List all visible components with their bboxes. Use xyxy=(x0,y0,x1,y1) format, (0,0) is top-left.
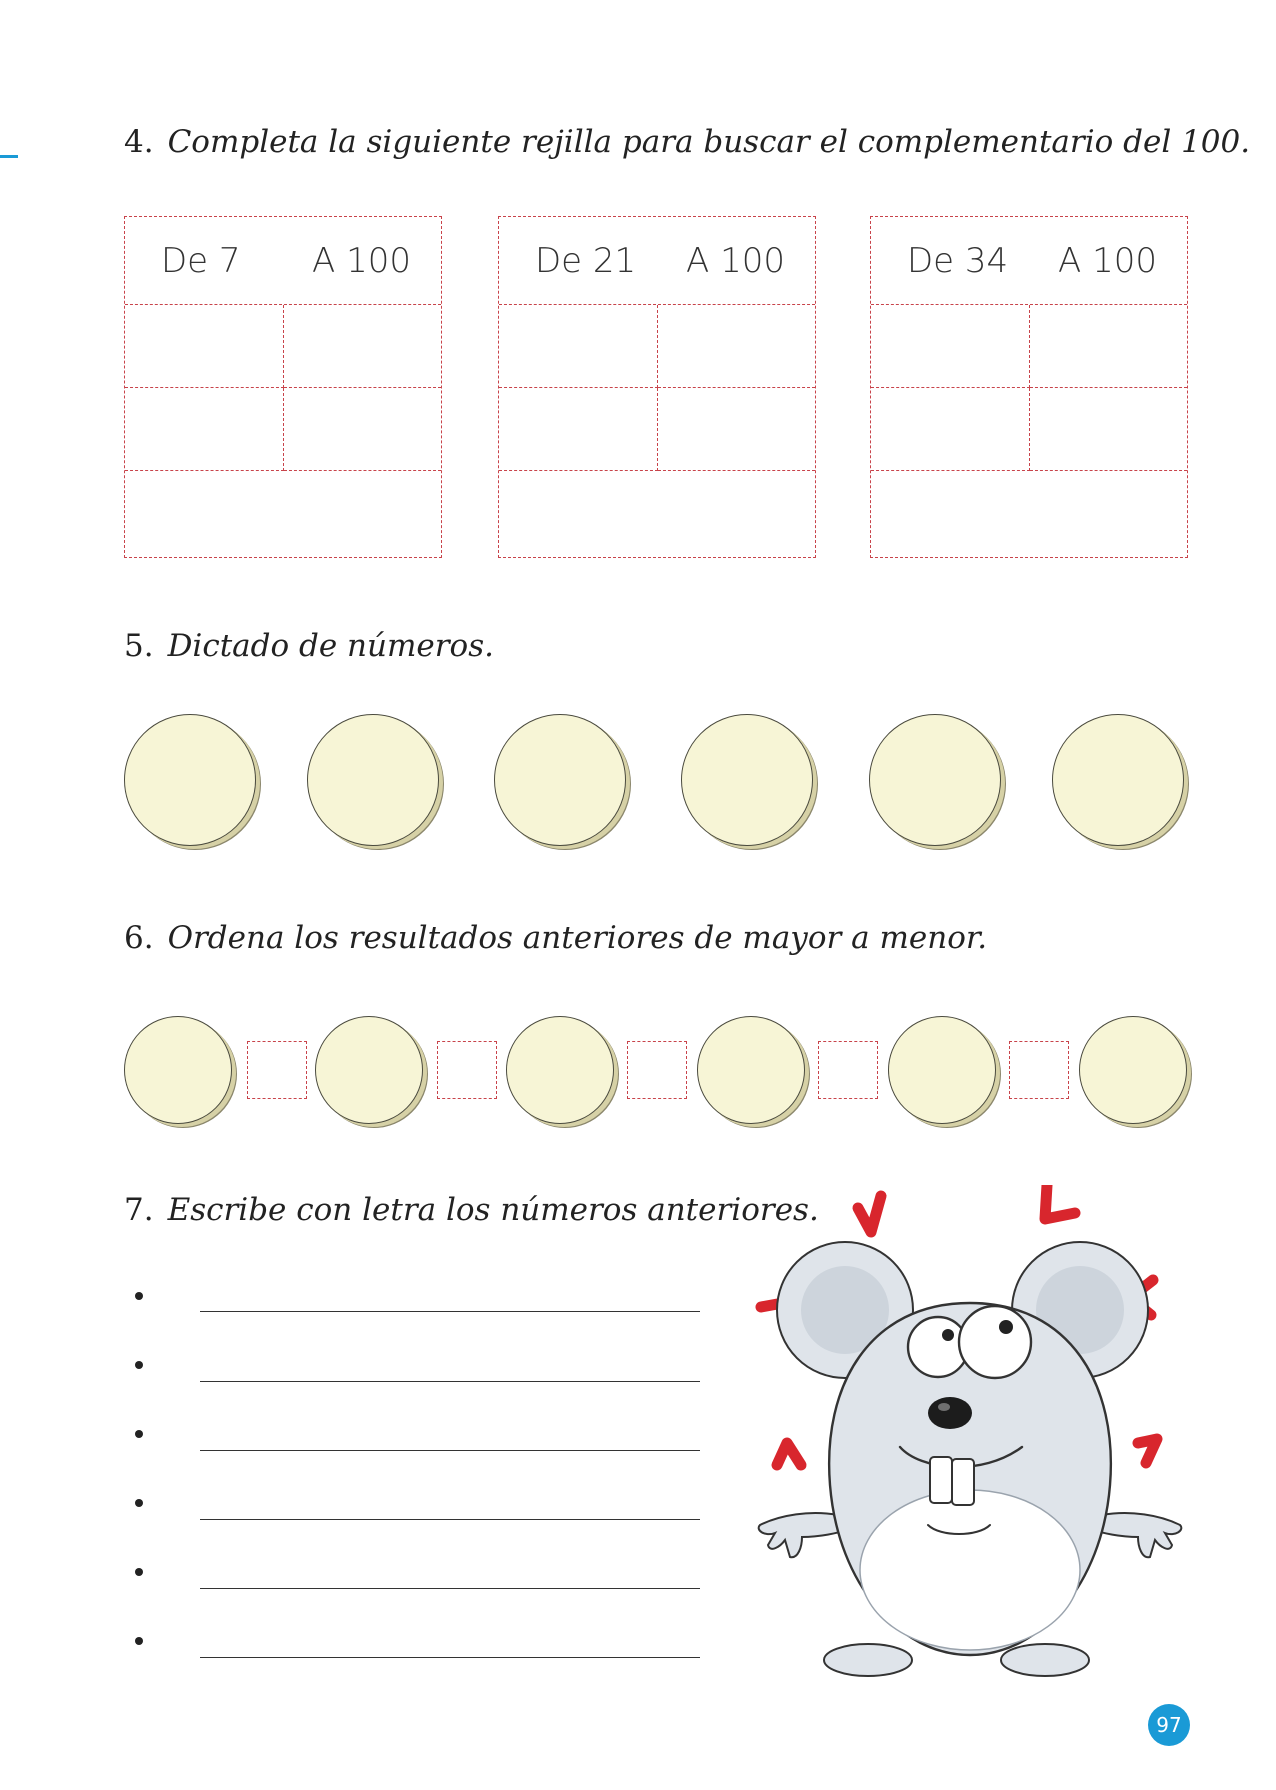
right-tooth xyxy=(952,1459,974,1505)
grid-header xyxy=(499,217,815,305)
exercise-7-title xyxy=(124,1192,819,1228)
mouse-illustration xyxy=(750,1185,1190,1685)
bullet-dot xyxy=(135,1637,143,1645)
grid-cell[interactable] xyxy=(871,388,1030,471)
dictation-circle[interactable] xyxy=(124,714,256,846)
grid-cell[interactable] xyxy=(125,388,284,471)
exercise-6-text: Ordena los resultados anteriores de mayor a menor. xyxy=(167,920,988,956)
grid-cell[interactable] xyxy=(125,305,284,388)
writing-line[interactable] xyxy=(200,1657,700,1658)
grid-cell[interactable] xyxy=(658,305,815,388)
grid-header xyxy=(125,217,441,305)
dictation-circle[interactable] xyxy=(1052,714,1184,846)
right-foot xyxy=(1001,1644,1089,1676)
grid-from-label: De 34 xyxy=(907,241,1009,281)
exercise-7-number: 7. xyxy=(124,1192,154,1228)
grid-from-label: De 21 xyxy=(535,241,637,281)
mouse-belly xyxy=(860,1490,1080,1650)
grid-cell[interactable] xyxy=(499,305,658,388)
grid-header xyxy=(871,217,1187,305)
grid-cell[interactable] xyxy=(871,305,1030,388)
right-arm xyxy=(1094,1513,1181,1557)
exercise-5-title xyxy=(124,628,494,664)
left-foot xyxy=(824,1644,912,1676)
complement-grid-3 xyxy=(870,216,1188,558)
comparison-box[interactable] xyxy=(247,1041,307,1099)
order-circle[interactable] xyxy=(888,1016,996,1124)
comparison-box[interactable] xyxy=(627,1041,687,1099)
grid-cell[interactable] xyxy=(284,305,441,388)
dictation-circle[interactable] xyxy=(869,714,1001,846)
writing-line[interactable] xyxy=(200,1450,700,1451)
writing-line[interactable] xyxy=(200,1381,700,1382)
dictation-circle[interactable] xyxy=(307,714,439,846)
bullet-dot xyxy=(135,1568,143,1576)
grid-from-label: De 7 xyxy=(161,241,241,281)
exercise-5-text: Dictado de números. xyxy=(167,628,494,664)
order-circle[interactable] xyxy=(697,1016,805,1124)
left-arm xyxy=(759,1513,846,1557)
comparison-box[interactable] xyxy=(1009,1041,1069,1099)
right-eye xyxy=(959,1306,1031,1378)
exercise-6-number: 6. xyxy=(124,920,154,956)
left-tooth xyxy=(930,1457,952,1503)
left-pupil xyxy=(942,1329,954,1341)
bullet-dot xyxy=(135,1430,143,1438)
grid-cell[interactable] xyxy=(499,388,658,471)
right-pupil xyxy=(999,1320,1013,1334)
exercise-6-title xyxy=(124,920,987,956)
mouse-nose xyxy=(928,1397,972,1429)
comparison-box[interactable] xyxy=(437,1041,497,1099)
grid-cell[interactable] xyxy=(284,388,441,471)
writing-line[interactable] xyxy=(200,1519,700,1520)
grid-to-label: A 100 xyxy=(312,241,411,281)
grid-cell[interactable] xyxy=(1030,305,1187,388)
order-circle[interactable] xyxy=(124,1016,232,1124)
comparison-box[interactable] xyxy=(818,1041,878,1099)
grid-to-label: A 100 xyxy=(686,241,785,281)
bullet-dot xyxy=(135,1499,143,1507)
dictation-circle[interactable] xyxy=(681,714,813,846)
bullet-dot xyxy=(135,1292,143,1300)
writing-line[interactable] xyxy=(200,1311,700,1312)
grid-cell[interactable] xyxy=(658,388,815,471)
order-circle[interactable] xyxy=(506,1016,614,1124)
writing-line[interactable] xyxy=(200,1588,700,1589)
complement-grid-1 xyxy=(124,216,442,558)
bullet-dot xyxy=(135,1361,143,1369)
edge-tab-mark xyxy=(0,155,18,158)
order-circle[interactable] xyxy=(315,1016,423,1124)
nose-highlight xyxy=(938,1403,950,1411)
exercise-5-number: 5. xyxy=(124,628,154,664)
exercise-4-text: Completa la siguiente rejilla para buscar el complementario del 100. xyxy=(167,124,1251,160)
grid-cell[interactable] xyxy=(1030,388,1187,471)
exercise-7-text: Escribe con letra los números anteriores. xyxy=(167,1192,819,1228)
complement-grid-2 xyxy=(498,216,816,558)
dictation-circle[interactable] xyxy=(494,714,626,846)
order-circle[interactable] xyxy=(1079,1016,1187,1124)
exercise-4-number: 4. xyxy=(124,124,154,160)
page-number-badge: 97 xyxy=(1148,1704,1190,1746)
grid-to-label: A 100 xyxy=(1058,241,1157,281)
exercise-4-title xyxy=(124,124,1250,160)
